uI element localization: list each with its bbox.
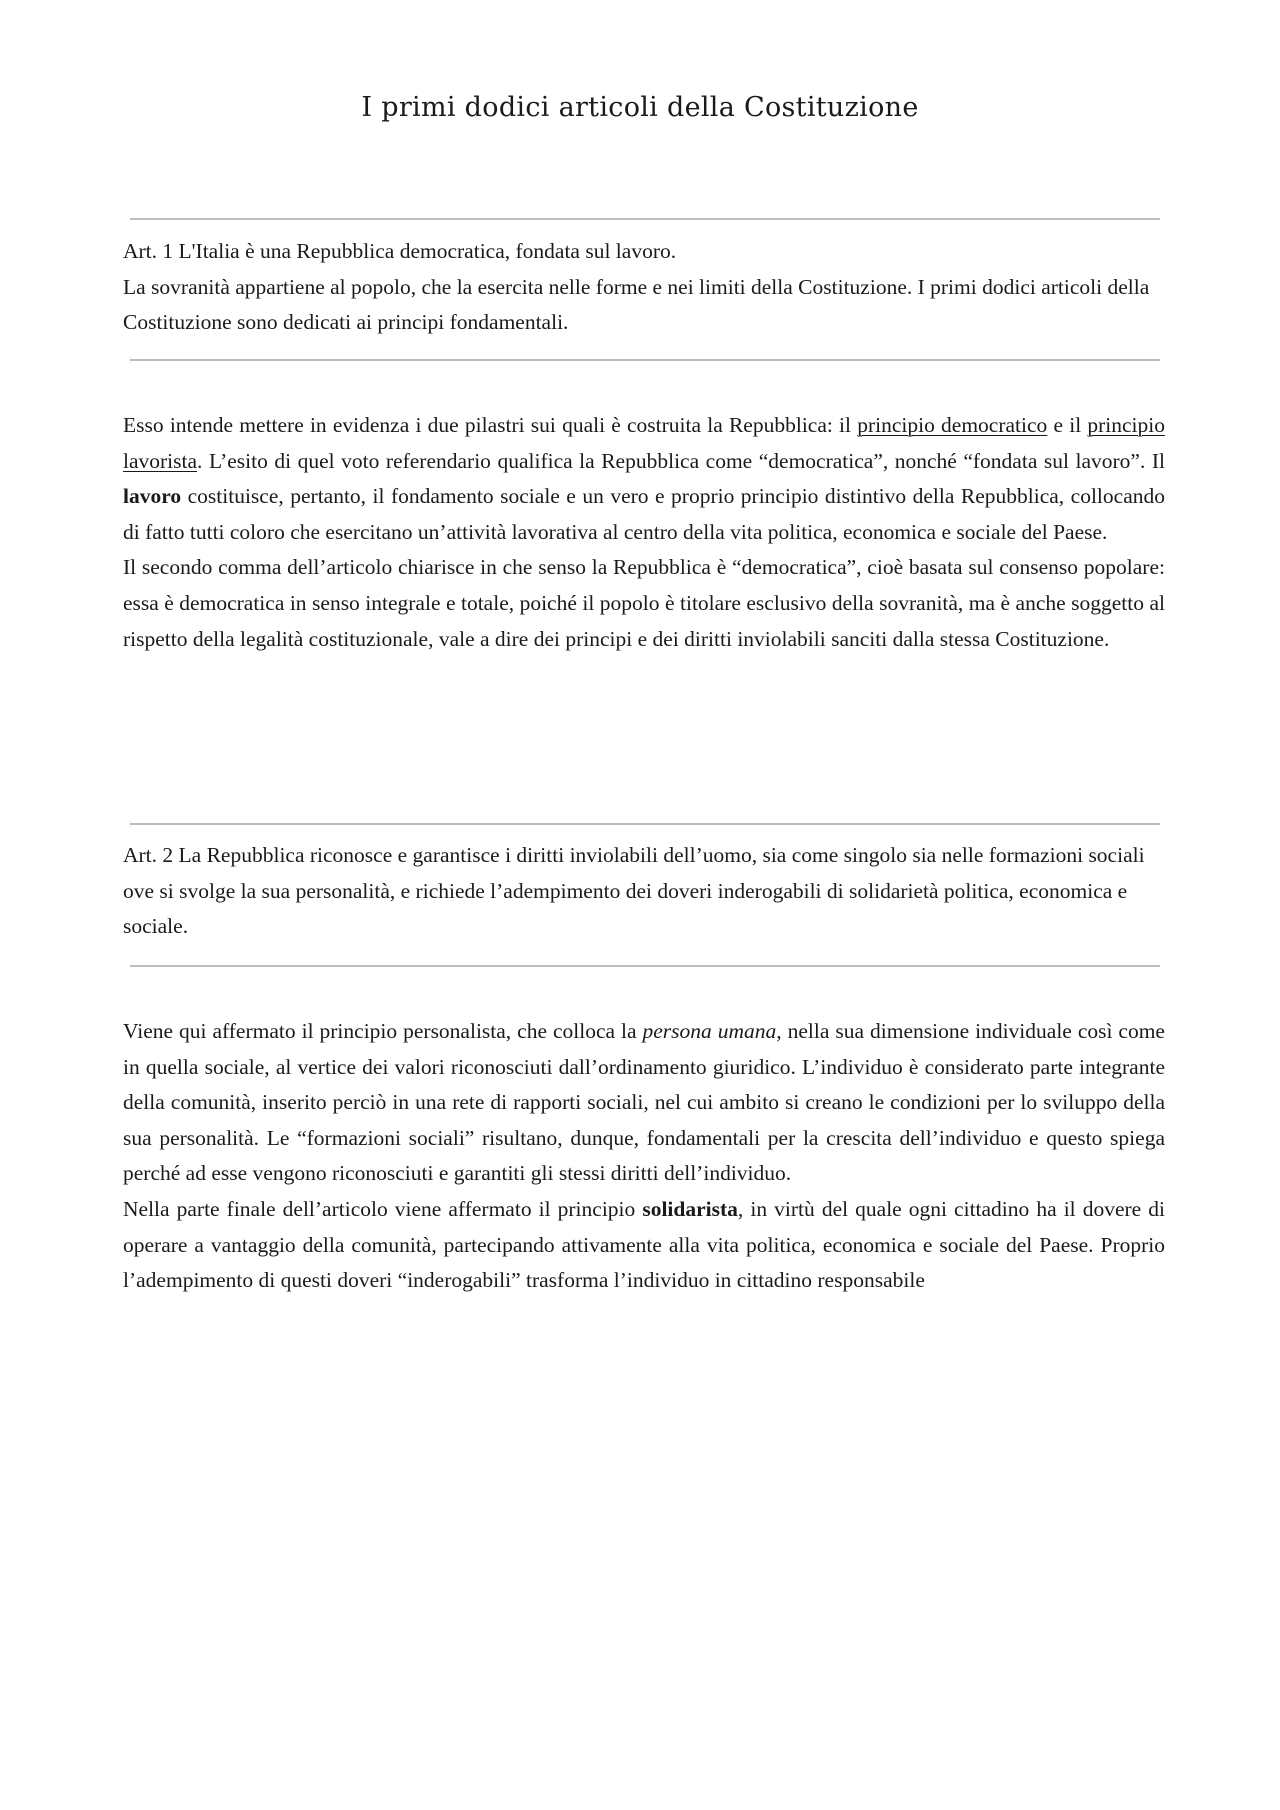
article-1-text <box>123 234 1165 341</box>
lavoro-term: lavoro <box>123 484 182 509</box>
solidarista-term: solidarista <box>642 1196 738 1221</box>
divider <box>130 359 1160 361</box>
divider <box>130 823 1160 825</box>
article-1-commentary <box>123 408 1165 657</box>
divider <box>130 218 1160 220</box>
persona-umana-term: persona umana <box>642 1019 777 1043</box>
commentary-2-paragraph-2: Nella parte finale dell’articolo viene affermato il principio solidarista, in virtù del quale ogni cittadino ha il dovere di operare a vantaggio della comunità, partecipando attivamente alla vita politica, economica e sociale del Paese. Proprio l’adempimento di questi doveri “inderogabili” trasforma l’individuo in cittadino responsabile <box>123 1196 1165 1293</box>
commentary-2-paragraph-1: Viene qui affermato il principio personalista, che colloca la persona umana, nella sua dimensione individuale così come in quella sociale, al vertice dei valori riconosciuti dall’ordinamento giuridico. L’individuo è considerato parte integrante della comunità, inserito perciò in una rete di rapporti sociali, nel cui ambito si creano le condizioni per lo sviluppo della sua personalità. Le “formazioni sociali” risultano, dunque, fondamentali per la crescita dell’individuo e questo spiega perché ad esse vengono riconosciuti e garantiti gli stessi diritti dell’individuo. <box>123 1019 1165 1186</box>
document-title: I primi dodici articoli della Costituzione <box>361 92 919 123</box>
article-1-line-2: La sovranità appartiene al popolo, che la esercita nelle forme e nei limiti della Costituzione. I primi dodici articoli della Costituzione sono dedicati ai principi fondamentali. <box>123 274 1150 335</box>
article-2-paragraph: Art. 2 La Repubblica riconosce e garantisce i diritti inviolabili dell’uomo, sia come singolo sia nelle formazioni sociali ove si svolge la sua personalità, e richiede l’adempimento dei doveri inderogabili di solidarietà politica, economica e sociale. <box>123 843 1145 939</box>
commentary-1-paragraph-1: Esso intende mettere in evidenza i due pilastri sui quali è costruita la Repubblica: il principio democratico e il principio lavorista. L’esito di quel voto referendario qualifica la Repubblica come “democratica”, nonché “fondata sul lavoro”. Il lavoro costituisce, pertanto, il fondamento sociale e un vero e proprio principio distintivo della Repubblica, collocando di fatto tutti coloro che esercitano un’attività lavorativa al centro della vita politica, economica e sociale del Paese. <box>123 413 1165 544</box>
article-2-text <box>123 838 1165 945</box>
principio-lavorista-term: principio lavorista <box>123 413 1165 473</box>
commentary-1-paragraph-2: Il secondo comma dell’articolo chiarisce in che senso la Repubblica è “democratica”, cioè basata sul consenso popolare: essa è democratica in senso integrale e totale, poiché il popolo è titolare esclusivo della sovranità, ma è anche soggetto al rispetto della legalità costituzionale, vale a dire dei principi e dei diritti inviolabili sanciti dalla stessa Costituzione. <box>123 555 1165 651</box>
divider <box>130 965 1160 967</box>
article-1-line-1: Art. 1 L'Italia è una Repubblica democratica, fondata sul lavoro. <box>123 239 677 263</box>
principio-democratico-term: principio democratico <box>857 413 1048 437</box>
article-2-commentary <box>123 1014 1165 1299</box>
